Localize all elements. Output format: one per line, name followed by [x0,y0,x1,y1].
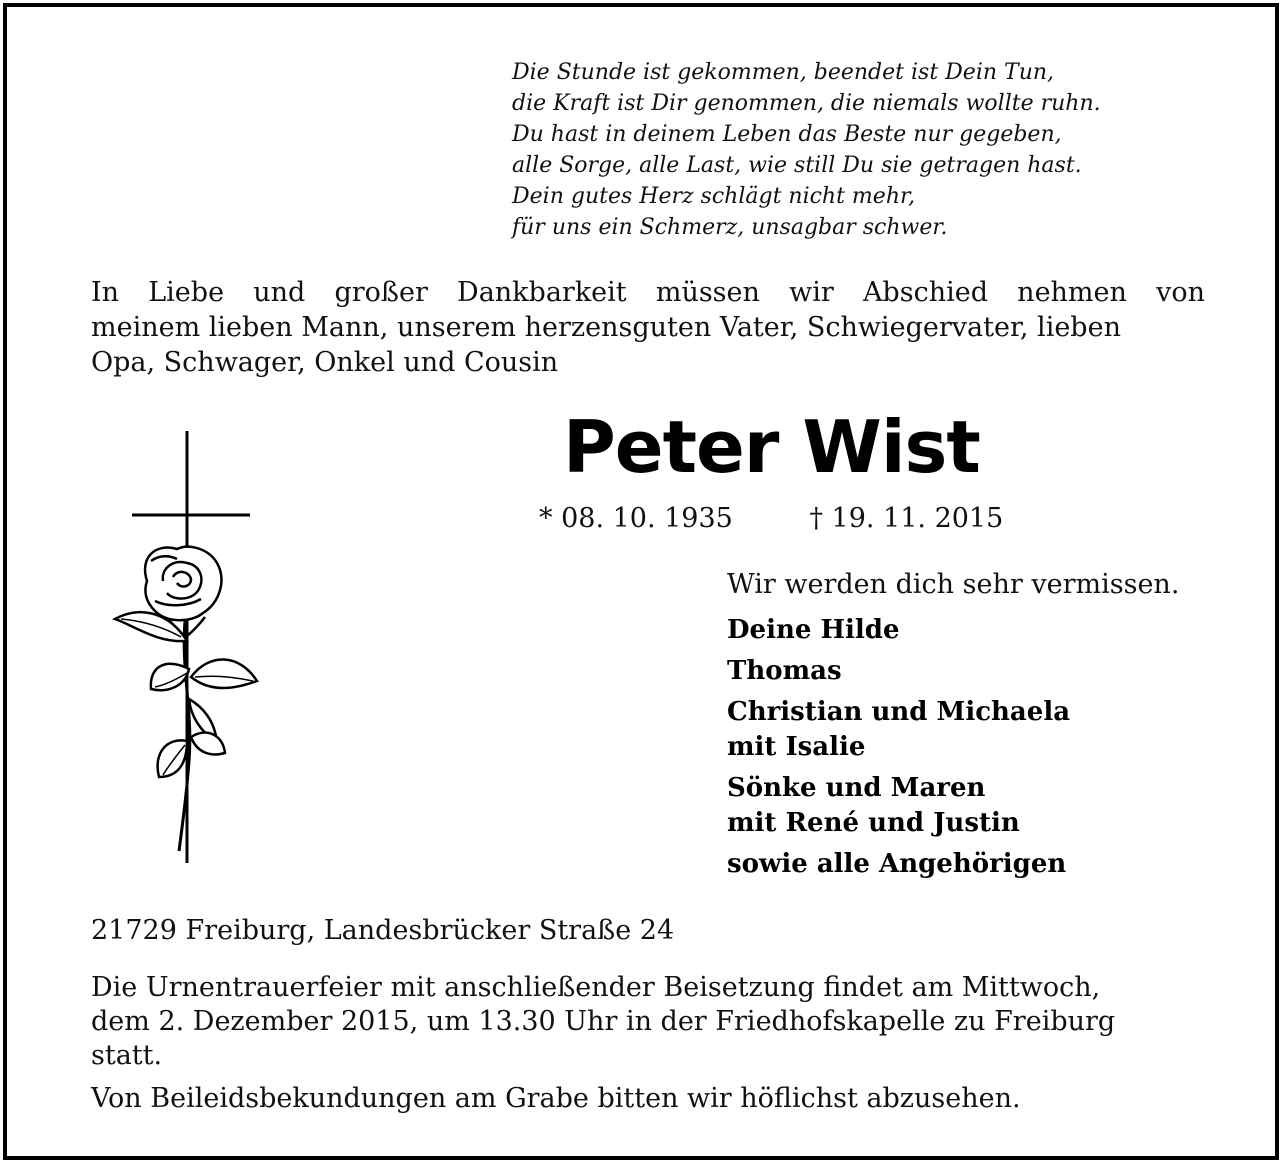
mourner-group [727,695,1070,765]
poem-line: Du hast in deinem Leben das Beste nur gegeben, [512,122,1062,147]
ceremony-info [91,971,1171,1073]
intro-text [91,275,1205,380]
intro-line: In Liebe und großer Dankbarkeit müssen wir Abschied nehmen von [91,277,1205,308]
poem-line: für uns ein Schmerz, unsagbar schwer. [512,215,948,240]
ceremony-line: statt. [91,1040,163,1071]
deceased-name: Peter Wist [563,405,980,489]
poem-line: Dein gutes Herz schlägt nicht mehr, [512,184,916,209]
closing-line: Wir werden dich sehr vermissen. [727,569,1180,600]
poem [512,57,1101,243]
mourner-group [727,771,1070,841]
mourner-name: sowie alle Angehörigen [727,849,1067,879]
poem-line: alle Sorge, alle Last, wie still Du sie getragen hast. [512,153,1082,178]
poem-line: Die Stunde ist gekommen, beendet ist Dein Tun, [512,60,1055,85]
mourner-name: Thomas [727,656,842,686]
death-date: † 19. 11. 2015 [809,503,1004,534]
poem-line: die Kraft ist Dir genommen, die niemals wollte ruhn. [512,91,1101,116]
mourner-name: Deine Hilde [727,615,900,645]
mourner-group [727,847,1070,882]
condolence-note: Von Beileidsbekundungen am Grabe bitten wir höflichst abzusehen. [91,1083,1021,1114]
family-address: 21729 Freiburg, Landesbrücker Straße 24 [91,915,675,946]
mourner-name: mit René und Justin [727,808,1020,838]
birth-date: * 08. 10. 1935 [539,503,733,534]
obituary-frame [3,3,1279,1160]
intro-line: meinem lieben Mann, unserem herzensguten Vater, Schwiegervater, lieben [91,312,1121,343]
life-dates [539,503,1003,534]
mourner-name: Christian und Michaela [727,697,1071,727]
mourner-group [727,654,1070,689]
mourner-name: Sönke und Maren [727,773,986,803]
ceremony-line: Die Urnentrauerfeier mit anschließender Beisetzung findet am Mittwoch, [91,972,1101,1003]
ceremony-line: dem 2. Dezember 2015, um 13.30 Uhr in der Friedhofskapelle zu Freiburg [91,1006,1116,1037]
mourner-group [727,613,1070,648]
mourners-list [727,613,1070,888]
cross-with-rose-icon [107,431,267,867]
intro-line: Opa, Schwager, Onkel und Cousin [91,347,559,378]
mourner-name: mit Isalie [727,732,866,762]
